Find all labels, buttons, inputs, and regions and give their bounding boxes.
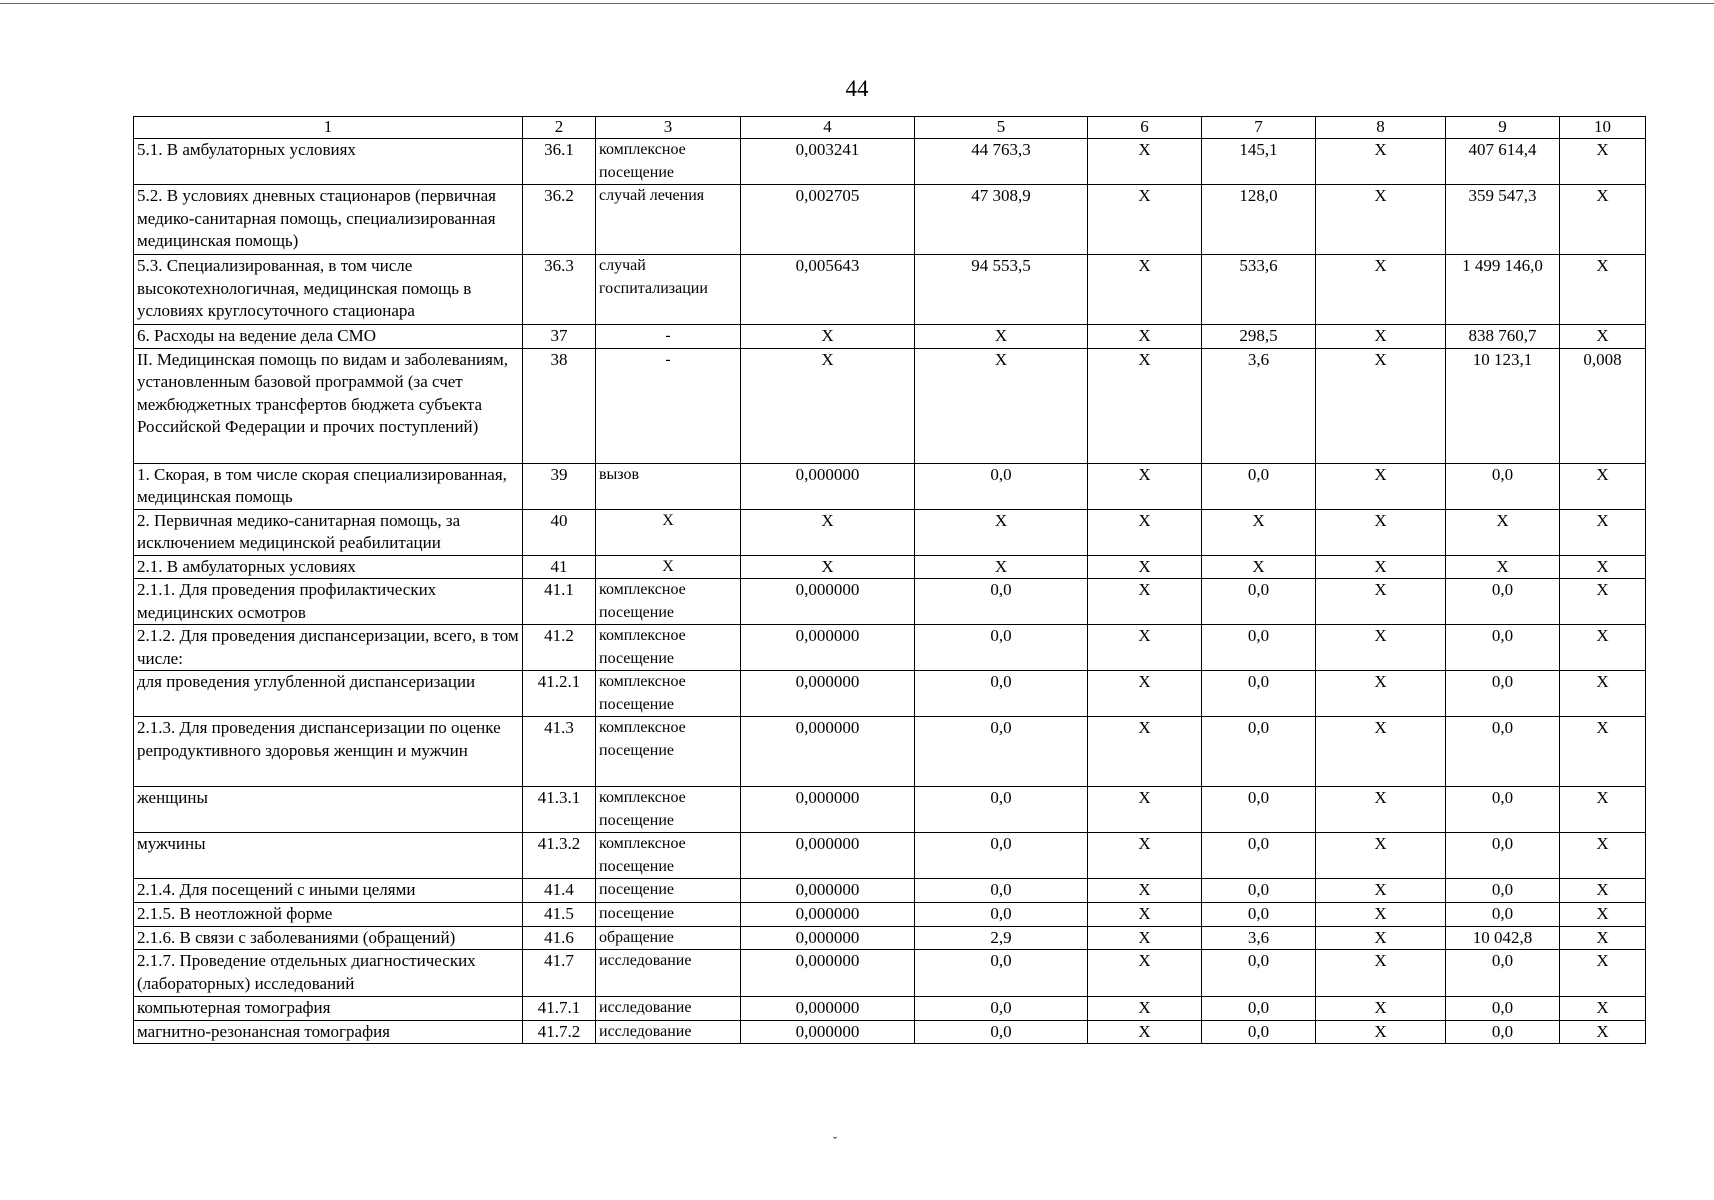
value-col5: X: [915, 509, 1088, 555]
table-row: [134, 625, 1646, 671]
value-col10: X: [1560, 139, 1646, 185]
value-col10: X: [1560, 926, 1646, 950]
row-label: 1. Скорая, в том числе скорая специализированная, медицинская помощь: [134, 463, 523, 509]
value-col4: 0,000000: [741, 833, 915, 879]
table-row: [134, 671, 1646, 717]
column-number-1: 1: [134, 117, 523, 139]
value-col7: 298,5: [1202, 325, 1316, 349]
table-row: [134, 555, 1646, 579]
row-label: 2.1.2. Для проведения диспансеризации, всего, в том числе:: [134, 625, 523, 671]
row-code: 36.1: [523, 139, 596, 185]
unit-cell: комплексное посещение: [596, 787, 741, 833]
table-row: [134, 509, 1646, 555]
row-label: 6. Расходы на ведение дела СМО: [134, 325, 523, 349]
value-col6: X: [1088, 509, 1202, 555]
value-col8: X: [1316, 717, 1446, 787]
value-col5: 0,0: [915, 717, 1088, 787]
row-label: 2.1.5. В неотложной форме: [134, 903, 523, 927]
column-number-8: 8: [1316, 117, 1446, 139]
value-col4: 0,002705: [741, 185, 915, 255]
value-col6: X: [1088, 671, 1202, 717]
row-label: 2. Первичная медико-санитарная помощь, за исключением медицинской реабилитации: [134, 509, 523, 555]
value-col9: 10 042,8: [1446, 926, 1560, 950]
row-label: 2.1.4. Для посещений с иными целями: [134, 879, 523, 903]
value-col10: X: [1560, 950, 1646, 997]
value-col6: X: [1088, 555, 1202, 579]
value-col8: X: [1316, 348, 1446, 463]
value-col7: 145,1: [1202, 139, 1316, 185]
value-col9: 10 123,1: [1446, 348, 1560, 463]
value-col8: X: [1316, 625, 1446, 671]
value-col6: X: [1088, 926, 1202, 950]
row-code: 41.1: [523, 579, 596, 625]
row-label: 5.3. Специализированная, в том числе высокотехнологичная, медицинская помощь в условиях круглосуточного стационара: [134, 255, 523, 325]
value-col6: X: [1088, 255, 1202, 325]
column-number-5: 5: [915, 117, 1088, 139]
value-col4: 0,000000: [741, 625, 915, 671]
unit-cell: -: [596, 325, 741, 349]
column-number-10: 10: [1560, 117, 1646, 139]
row-code: 41: [523, 555, 596, 579]
value-col9: 407 614,4: [1446, 139, 1560, 185]
value-col4: 0,000000: [741, 879, 915, 903]
column-number-9: 9: [1446, 117, 1560, 139]
value-col10: X: [1560, 997, 1646, 1021]
value-col4: X: [741, 325, 915, 349]
value-col5: 0,0: [915, 997, 1088, 1021]
row-label: II. Медицинская помощь по видам и заболеваниям, установленным базовой программой (за счет межбюджетных трансфертов бюджета субъекта Российской Федерации и прочих поступлений): [134, 348, 523, 463]
row-code: 38: [523, 348, 596, 463]
table-row: [134, 255, 1646, 325]
value-col10: X: [1560, 625, 1646, 671]
row-code: 36.2: [523, 185, 596, 255]
row-label: для проведения углубленной диспансеризации: [134, 671, 523, 717]
value-col9: 0,0: [1446, 879, 1560, 903]
value-col10: X: [1560, 717, 1646, 787]
value-col4: 0,000000: [741, 926, 915, 950]
table-row: [134, 185, 1646, 255]
page-number: 44: [845, 76, 869, 101]
value-col9: 0,0: [1446, 463, 1560, 509]
value-col5: 0,0: [915, 579, 1088, 625]
unit-cell: комплексное посещение: [596, 139, 741, 185]
value-col5: 0,0: [915, 787, 1088, 833]
value-col4: 0,000000: [741, 997, 915, 1021]
unit-cell: комплексное посещение: [596, 579, 741, 625]
row-label: 2.1.3. Для проведения диспансеризации по оценке репродуктивного здоровья женщин и мужчин: [134, 717, 523, 787]
value-col7: X: [1202, 509, 1316, 555]
value-col7: 0,0: [1202, 787, 1316, 833]
value-col6: X: [1088, 787, 1202, 833]
value-col6: X: [1088, 625, 1202, 671]
table-row: [134, 139, 1646, 185]
value-col4: 0,000000: [741, 787, 915, 833]
unit-cell: комплексное посещение: [596, 671, 741, 717]
value-col10: X: [1560, 833, 1646, 879]
value-col4: X: [741, 509, 915, 555]
value-col10: X: [1560, 1020, 1646, 1044]
row-code: 41.3: [523, 717, 596, 787]
row-label: 2.1. В амбулаторных условиях: [134, 555, 523, 579]
value-col10: X: [1560, 255, 1646, 325]
value-col6: X: [1088, 139, 1202, 185]
unit-cell: посещение: [596, 903, 741, 927]
unit-cell: вызов: [596, 463, 741, 509]
value-col10: X: [1560, 463, 1646, 509]
value-col4: 0,000000: [741, 579, 915, 625]
row-label: 2.1.7. Проведение отдельных диагностических (лабораторных) исследований: [134, 950, 523, 997]
value-col4: 0,000000: [741, 1020, 915, 1044]
column-number-6: 6: [1088, 117, 1202, 139]
row-code: 39: [523, 463, 596, 509]
value-col7: 0,0: [1202, 903, 1316, 927]
top-rule: [0, 3, 1714, 4]
value-col8: X: [1316, 579, 1446, 625]
value-col4: 0,003241: [741, 139, 915, 185]
value-col8: X: [1316, 926, 1446, 950]
value-col7: 0,0: [1202, 950, 1316, 997]
table-row: [134, 463, 1646, 509]
value-col7: 0,0: [1202, 463, 1316, 509]
header-row: [134, 117, 1646, 139]
value-col8: X: [1316, 139, 1446, 185]
value-col10: X: [1560, 325, 1646, 349]
unit-cell: комплексное посещение: [596, 625, 741, 671]
unit-cell: случай госпитализации: [596, 255, 741, 325]
value-col9: 0,0: [1446, 787, 1560, 833]
row-code: 41.7.2: [523, 1020, 596, 1044]
row-label: 2.1.1. Для проведения профилактических медицинских осмотров: [134, 579, 523, 625]
row-label: 2.1.6. В связи с заболеваниями (обращений): [134, 926, 523, 950]
row-code: 41.2: [523, 625, 596, 671]
unit-cell: исследование: [596, 950, 741, 997]
value-col10: X: [1560, 903, 1646, 927]
value-col7: X: [1202, 555, 1316, 579]
table-row: [134, 997, 1646, 1021]
value-col7: 533,6: [1202, 255, 1316, 325]
value-col7: 0,0: [1202, 833, 1316, 879]
value-col5: X: [915, 325, 1088, 349]
row-code: 41.4: [523, 879, 596, 903]
row-code: 36.3: [523, 255, 596, 325]
value-col6: X: [1088, 579, 1202, 625]
value-col6: X: [1088, 950, 1202, 997]
value-col5: 0,0: [915, 879, 1088, 903]
row-code: 41.3.1: [523, 787, 596, 833]
value-col5: 0,0: [915, 463, 1088, 509]
value-col7: 0,0: [1202, 671, 1316, 717]
value-col8: X: [1316, 787, 1446, 833]
unit-cell: комплексное посещение: [596, 833, 741, 879]
unit-cell: посещение: [596, 879, 741, 903]
value-col8: X: [1316, 255, 1446, 325]
value-col6: X: [1088, 903, 1202, 927]
value-col7: 3,6: [1202, 348, 1316, 463]
value-col7: 0,0: [1202, 879, 1316, 903]
value-col5: 94 553,5: [915, 255, 1088, 325]
value-col7: 0,0: [1202, 625, 1316, 671]
row-code: 41.2.1: [523, 671, 596, 717]
value-col8: X: [1316, 463, 1446, 509]
value-col4: 0,000000: [741, 463, 915, 509]
value-col9: 0,0: [1446, 997, 1560, 1021]
row-label: компьютерная томография: [134, 997, 523, 1021]
value-col6: X: [1088, 325, 1202, 349]
value-col5: 0,0: [915, 950, 1088, 997]
value-col10: X: [1560, 879, 1646, 903]
value-col10: X: [1560, 579, 1646, 625]
value-col10: X: [1560, 555, 1646, 579]
table-row: [134, 579, 1646, 625]
value-col7: 3,6: [1202, 926, 1316, 950]
row-code: 41.3.2: [523, 833, 596, 879]
row-code: 41.6: [523, 926, 596, 950]
unit-cell: X: [596, 555, 741, 579]
value-col4: 0,000000: [741, 671, 915, 717]
table-row: [134, 717, 1646, 787]
unit-cell: -: [596, 348, 741, 463]
column-number-7: 7: [1202, 117, 1316, 139]
value-col6: X: [1088, 348, 1202, 463]
table-row: [134, 348, 1646, 463]
table-row: [134, 1020, 1646, 1044]
value-col8: X: [1316, 185, 1446, 255]
value-col8: X: [1316, 509, 1446, 555]
value-col8: X: [1316, 1020, 1446, 1044]
value-col9: 0,0: [1446, 717, 1560, 787]
value-col9: X: [1446, 509, 1560, 555]
unit-cell: случай лечения: [596, 185, 741, 255]
value-col7: 0,0: [1202, 717, 1316, 787]
value-col5: 2,9: [915, 926, 1088, 950]
value-col5: 0,0: [915, 1020, 1088, 1044]
table-row: [134, 833, 1646, 879]
value-col9: 838 760,7: [1446, 325, 1560, 349]
row-code: 40: [523, 509, 596, 555]
value-col9: 0,0: [1446, 579, 1560, 625]
value-col6: X: [1088, 833, 1202, 879]
value-col8: X: [1316, 879, 1446, 903]
value-col6: X: [1088, 879, 1202, 903]
value-col9: 0,0: [1446, 671, 1560, 717]
value-col5: 0,0: [915, 671, 1088, 717]
value-col6: X: [1088, 717, 1202, 787]
row-code: 37: [523, 325, 596, 349]
value-col4: X: [741, 555, 915, 579]
data-table: [133, 116, 1646, 1044]
value-col5: 0,0: [915, 625, 1088, 671]
column-number-2: 2: [523, 117, 596, 139]
value-col8: X: [1316, 950, 1446, 997]
value-col9: 0,0: [1446, 625, 1560, 671]
table-row: [134, 926, 1646, 950]
value-col8: X: [1316, 997, 1446, 1021]
value-col5: 0,0: [915, 833, 1088, 879]
scan-mark: ˇ: [833, 1134, 837, 1148]
column-number-3: 3: [596, 117, 741, 139]
table-row: [134, 903, 1646, 927]
value-col9: 0,0: [1446, 833, 1560, 879]
row-label: женщины: [134, 787, 523, 833]
value-col9: 0,0: [1446, 1020, 1560, 1044]
value-col9: 0,0: [1446, 903, 1560, 927]
row-label: 5.2. В условиях дневных стационаров (первичная медико-санитарная помощь, специализированная медицинская помощь): [134, 185, 523, 255]
value-col9: 0,0: [1446, 950, 1560, 997]
value-col4: X: [741, 348, 915, 463]
value-col4: 0,000000: [741, 903, 915, 927]
value-col7: 128,0: [1202, 185, 1316, 255]
unit-cell: исследование: [596, 1020, 741, 1044]
value-col7: 0,0: [1202, 1020, 1316, 1044]
value-col10: X: [1560, 671, 1646, 717]
value-col5: X: [915, 555, 1088, 579]
value-col8: X: [1316, 903, 1446, 927]
row-code: 41.5: [523, 903, 596, 927]
row-label: мужчины: [134, 833, 523, 879]
value-col4: 0,005643: [741, 255, 915, 325]
value-col9: X: [1446, 555, 1560, 579]
row-code: 41.7.1: [523, 997, 596, 1021]
value-col8: X: [1316, 671, 1446, 717]
value-col5: 44 763,3: [915, 139, 1088, 185]
value-col8: X: [1316, 325, 1446, 349]
unit-cell: исследование: [596, 997, 741, 1021]
table-row: [134, 950, 1646, 997]
value-col5: 47 308,9: [915, 185, 1088, 255]
value-col4: 0,000000: [741, 717, 915, 787]
row-label: магнитно-резонансная томография: [134, 1020, 523, 1044]
unit-cell: обращение: [596, 926, 741, 950]
value-col6: X: [1088, 997, 1202, 1021]
value-col9: 1 499 146,0: [1446, 255, 1560, 325]
value-col6: X: [1088, 463, 1202, 509]
value-col5: X: [915, 348, 1088, 463]
value-col10: X: [1560, 509, 1646, 555]
value-col5: 0,0: [915, 903, 1088, 927]
value-col8: X: [1316, 555, 1446, 579]
table-row: [134, 325, 1646, 349]
column-number-4: 4: [741, 117, 915, 139]
value-col4: 0,000000: [741, 950, 915, 997]
table-row: [134, 879, 1646, 903]
value-col6: X: [1088, 1020, 1202, 1044]
unit-cell: X: [596, 509, 741, 555]
value-col10: X: [1560, 787, 1646, 833]
unit-cell: комплексное посещение: [596, 717, 741, 787]
value-col8: X: [1316, 833, 1446, 879]
table-row: [134, 787, 1646, 833]
value-col10: 0,008: [1560, 348, 1646, 463]
row-label: 5.1. В амбулаторных условиях: [134, 139, 523, 185]
value-col7: 0,0: [1202, 579, 1316, 625]
value-col10: X: [1560, 185, 1646, 255]
value-col9: 359 547,3: [1446, 185, 1560, 255]
row-code: 41.7: [523, 950, 596, 997]
value-col7: 0,0: [1202, 997, 1316, 1021]
value-col6: X: [1088, 185, 1202, 255]
